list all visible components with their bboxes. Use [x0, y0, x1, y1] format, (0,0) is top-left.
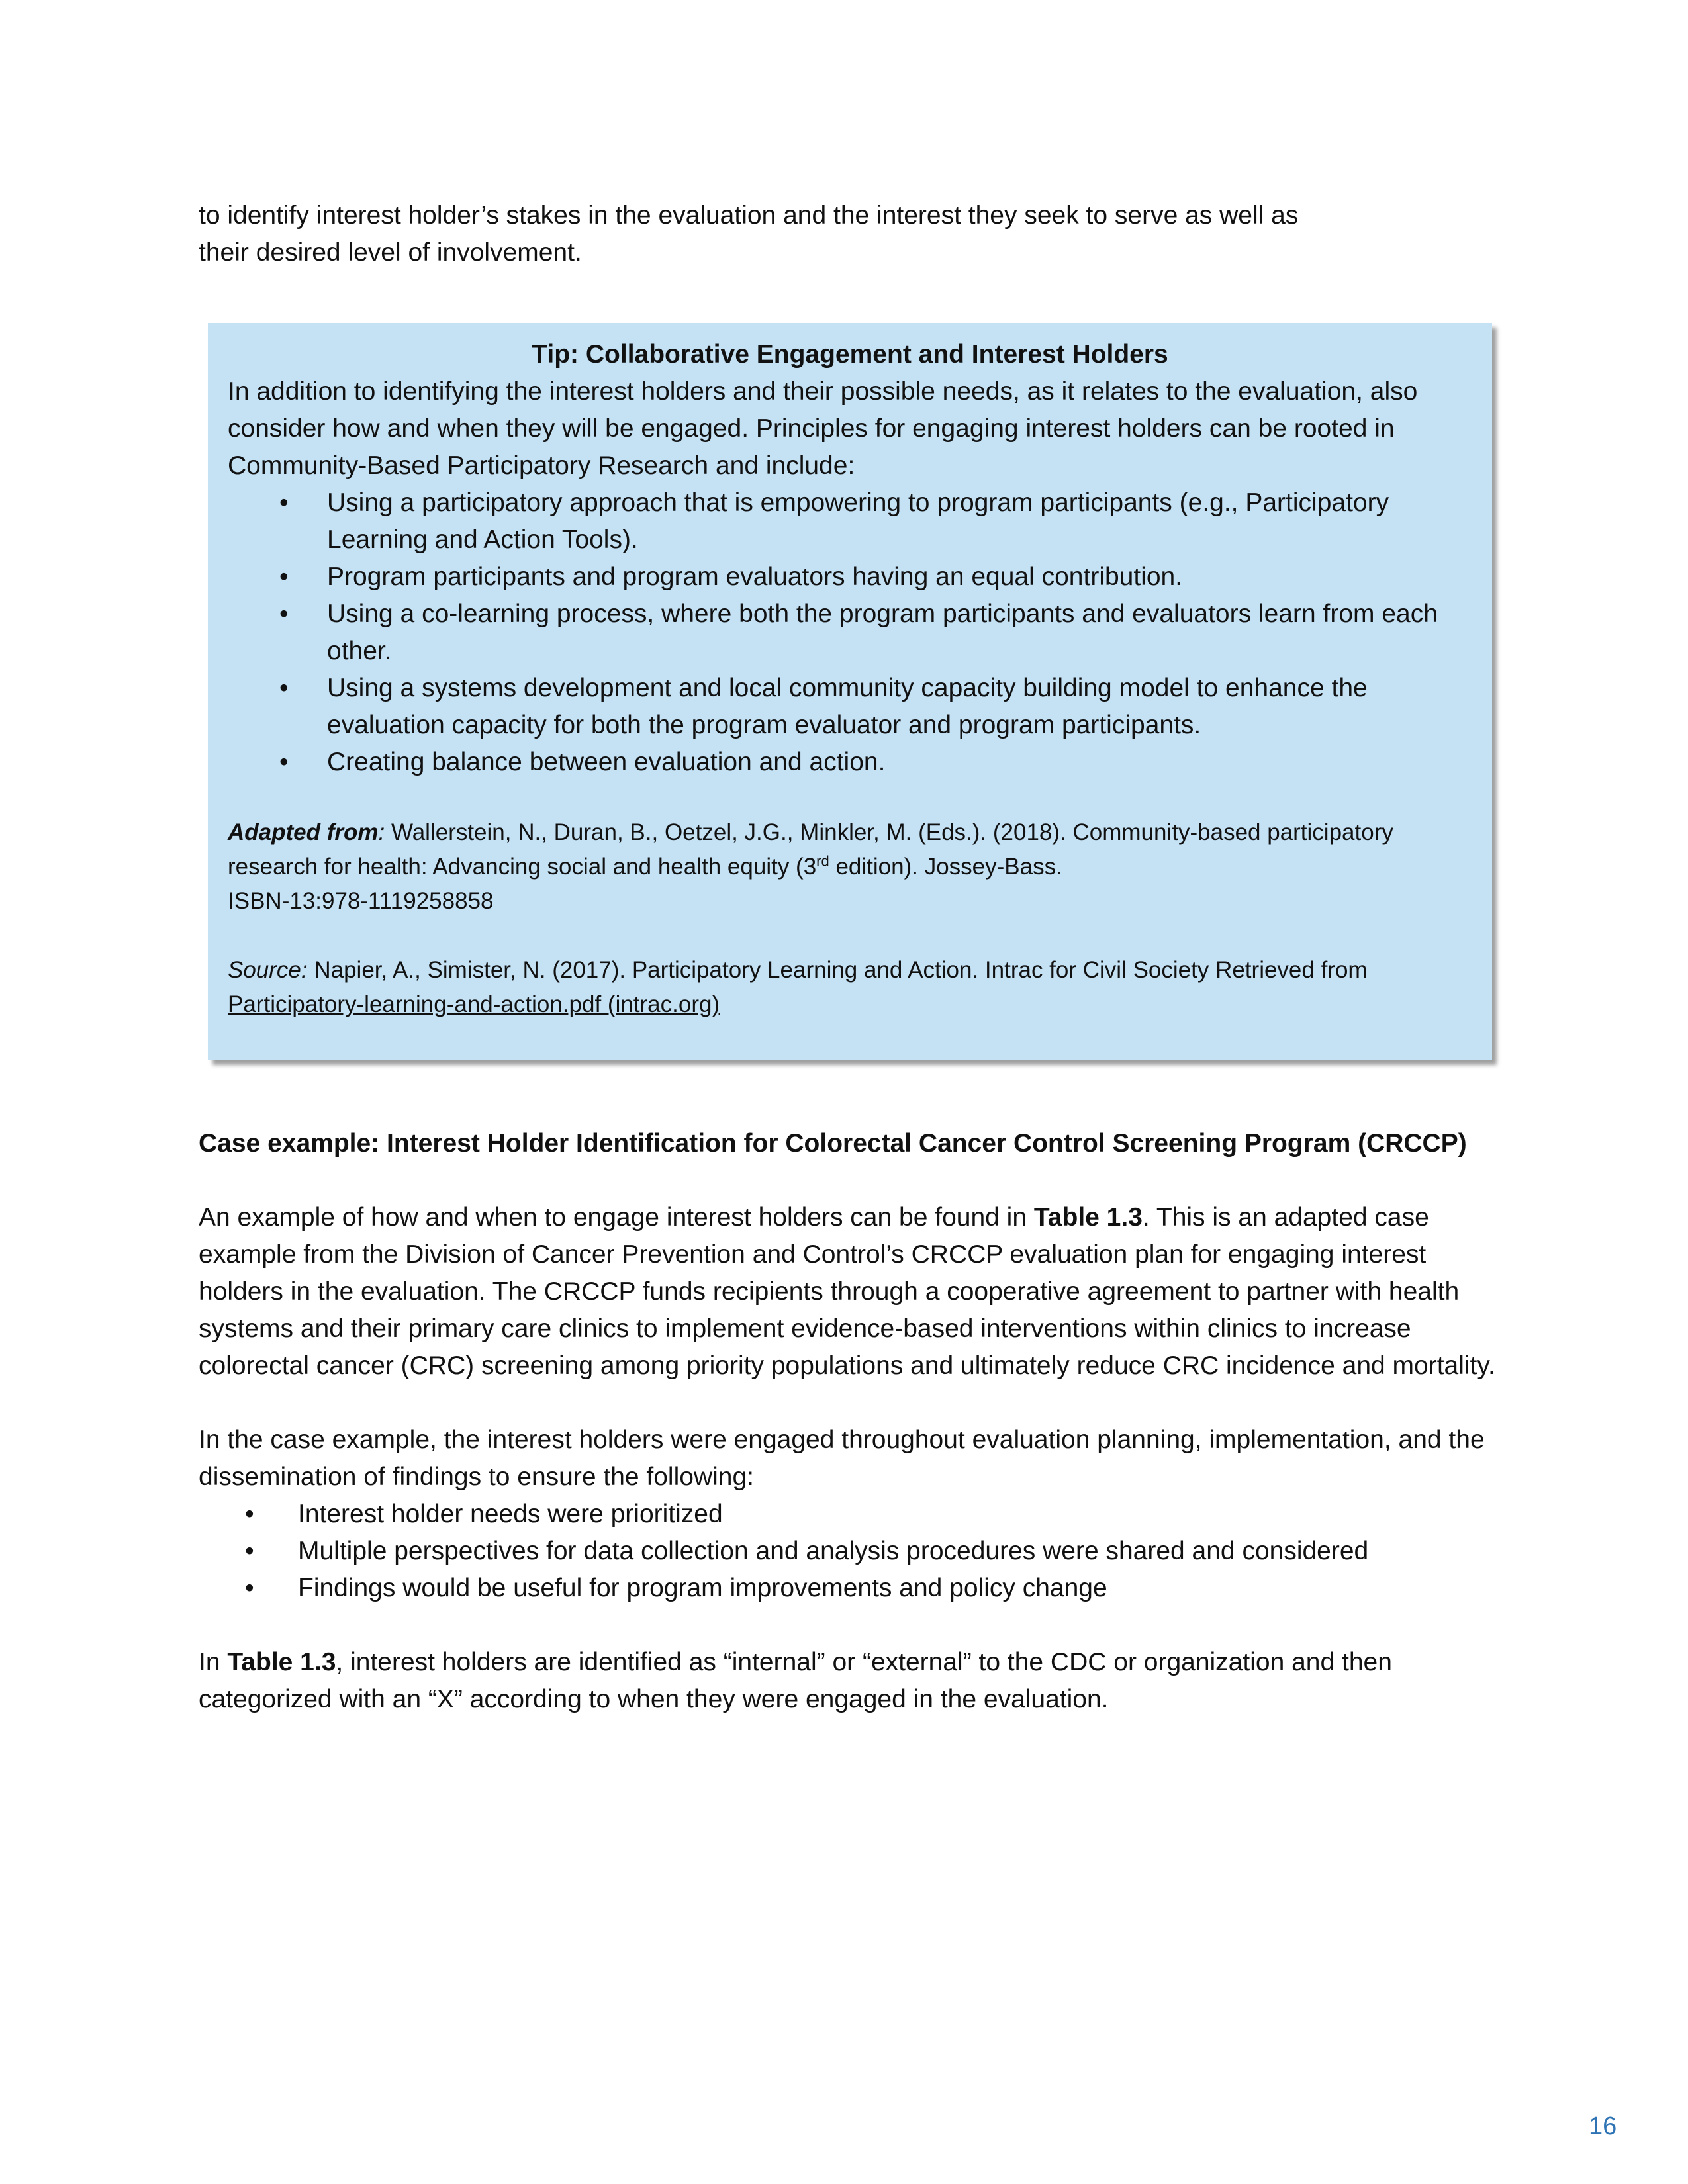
- case-paragraph-1: [199, 1199, 1496, 1385]
- case-list-item-text: Findings would be useful for program improvements and policy change: [298, 1574, 1107, 1602]
- source-text: Napier, A., Simister, N. (2017). Participatory Learning and Action. Intrac for Civil Society Retrieved from: [307, 957, 1368, 983]
- case-paragraph-3-end: , interest holders are identified as “internal” or “external” to the CDC or organization and then categorized with an “X” according to when they were engaged in the evaluation.: [199, 1648, 1392, 1713]
- tip-list-item: [228, 484, 1472, 559]
- intro-paragraph: [199, 197, 1496, 271]
- tip-box: [208, 323, 1492, 1060]
- adapted-from-colon: :: [378, 819, 385, 845]
- tip-list-item-text: Using a participatory approach that is empowering to program participants (e.g., Participatory Learning and Action Tools).: [327, 488, 1389, 554]
- tip-list: [228, 484, 1472, 781]
- case-paragraph-1-end: . This is an adapted case example from the Division of Cancer Prevention and Control’s CRCCP evaluation plan for engaging interest holders in the evaluation. The CRCCP funds recipients through a cooperative agreement to partner with health systems and their primary care clinics to implement evidence-based interventions within clinics to increase colorectal cancer (CRC) screening among priority populations and ultimately reduce CRC incidence and mortality.: [199, 1203, 1495, 1380]
- intro-line-1: to identify interest holder’s stakes in the evaluation and the interest they seek to serve as well as: [199, 201, 1299, 230]
- bullet-icon: •: [279, 600, 289, 628]
- case-paragraph-3-start: In: [199, 1648, 228, 1676]
- tip-list-item-text: Program participants and program evaluators having an equal contribution.: [327, 563, 1183, 591]
- tip-list-item: [228, 670, 1472, 744]
- table-reference: Table 1.3: [1033, 1203, 1143, 1232]
- bullet-icon: •: [279, 748, 289, 776]
- page-content: [199, 197, 1496, 1718]
- spacer: [228, 919, 1472, 953]
- adapted-from-citation: [228, 815, 1472, 919]
- intro-line-2: their desired level of involvement.: [199, 238, 582, 267]
- case-list-item-text: Multiple perspectives for data collection and analysis procedures were shared and considered: [298, 1537, 1369, 1565]
- source-citation: [228, 953, 1472, 1022]
- case-paragraph-2: In the case example, the interest holders were engaged throughout evaluation planning, implementation, and the dissemination of findings to ensure the following:: [199, 1426, 1485, 1491]
- case-list: [199, 1496, 1496, 1607]
- case-heading: Case example: Interest Holder Identification for Colorectal Cancer Control Screening Program (CRCCP): [199, 1129, 1467, 1158]
- tip-references: [228, 815, 1472, 1022]
- tip-list-item-text: Using a co-learning process, where both the program participants and evaluators learn from each other.: [327, 600, 1438, 665]
- bullet-icon: •: [245, 1574, 254, 1602]
- adapted-from-text: Wallerstein, N., Duran, B., Oetzel, J.G., Minkler, M. (Eds.). (2018). Community-based participatory research for health: Advancing social and health equity (3: [228, 819, 1393, 880]
- bullet-icon: •: [279, 563, 289, 591]
- tip-title: Tip: Collaborative Engagement and Interest Holders: [532, 340, 1168, 369]
- tip-list-item: [228, 744, 1472, 781]
- tip-list-item: [228, 559, 1472, 596]
- case-paragraph-3: [199, 1644, 1496, 1718]
- tip-body: In addition to identifying the interest holders and their possible needs, as it relates to the evaluation, also consider how and when they will be engaged. Principles for engaging interest holders can be rooted in Community-Based Participatory Research and include:: [228, 377, 1418, 480]
- source-link[interactable]: Participatory-learning-and-action.pdf (intrac.org): [228, 991, 720, 1017]
- table-reference: Table 1.3: [227, 1648, 336, 1676]
- tip-list-item-text: Using a systems development and local community capacity building model to enhance the evaluation capacity for both the program evaluator and program participants.: [327, 674, 1368, 739]
- case-list-item-text: Interest holder needs were prioritized: [298, 1500, 723, 1528]
- case-paragraph-1-start: An example of how and when to engage interest holders can be found in: [199, 1203, 1034, 1232]
- tip-list-item: [228, 596, 1472, 670]
- page-number: 16: [1589, 2113, 1617, 2140]
- bullet-icon: •: [245, 1500, 254, 1528]
- case-list-item: [199, 1496, 1496, 1533]
- case-list-item: [199, 1570, 1496, 1607]
- edition-superscript: rd: [816, 852, 829, 870]
- adapted-from-text-end: edition). Jossey-Bass.: [829, 854, 1062, 880]
- case-list-item: [199, 1533, 1496, 1570]
- adapted-from-label: Adapted from: [228, 819, 379, 845]
- tip-list-item-text: Creating balance between evaluation and action.: [327, 748, 886, 776]
- bullet-icon: •: [279, 488, 289, 517]
- bullet-icon: •: [245, 1537, 254, 1565]
- source-label: Source:: [228, 957, 308, 983]
- bullet-icon: •: [279, 674, 289, 702]
- isbn: ISBN-13:978-1119258858: [228, 888, 494, 914]
